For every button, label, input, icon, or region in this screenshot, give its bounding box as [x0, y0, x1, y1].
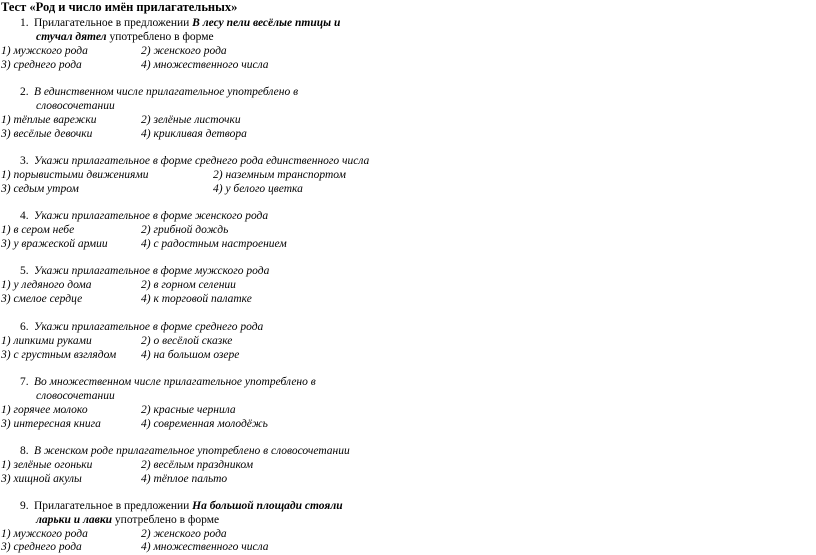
option-1[interactable]: 1) липкими руками	[1, 335, 92, 347]
option-1[interactable]: 1) порывистыми движениями	[1, 169, 149, 181]
option-3[interactable]: 3) хищной акулы	[1, 473, 82, 485]
question-number: 1.	[20, 17, 29, 29]
option-2[interactable]: 2) красные чернила	[141, 404, 236, 416]
option-2[interactable]: 2) о весёлой сказке	[141, 335, 233, 347]
question-text: Укажи прилагательное в форме среднего рода	[34, 321, 264, 333]
question-9-continuation	[36, 514, 219, 526]
question-sentence-end: ларьки и лавки	[36, 514, 113, 526]
option-2[interactable]: 2) грибной дождь	[141, 224, 229, 236]
question-8	[20, 445, 350, 457]
question-number: 5.	[20, 265, 29, 277]
question-number: 4.	[20, 210, 29, 222]
option-1[interactable]: 1) зелёные огоньки	[1, 459, 93, 471]
option-2[interactable]: 2) весёлым праздником	[141, 459, 254, 471]
option-4[interactable]: 4) множественного числа	[141, 59, 269, 71]
option-1[interactable]: 1) тёплые варежки	[1, 114, 97, 126]
option-3[interactable]: 3) весёлые девочки	[1, 128, 93, 140]
option-4[interactable]: 4) к торговой палатке	[141, 293, 252, 305]
option-4[interactable]: 4) у белого цветка	[213, 183, 303, 195]
option-3[interactable]: 3) интересная книга	[1, 418, 101, 430]
option-4[interactable]: 4) современная молодёжь	[141, 418, 268, 430]
question-sentence: На большой площади стояли	[192, 500, 343, 512]
option-4[interactable]: 4) тёплое пальто	[141, 473, 228, 485]
page-title: Тест «Род и число имён прилагательных»	[1, 0, 238, 14]
question-text-continuation: словосочетании	[36, 390, 115, 402]
option-4[interactable]: 4) на большом озере	[141, 349, 240, 361]
question-4	[20, 210, 268, 222]
option-1[interactable]: 1) мужского рода	[1, 528, 88, 540]
question-text: Во множественном числе прилагательное употреблено в	[34, 376, 316, 388]
question-number: 6.	[20, 321, 29, 333]
question-sentence: В лесу пели весёлые птицы и	[192, 17, 341, 29]
option-2[interactable]: 2) женского рода	[141, 45, 227, 57]
question-text: Укажи прилагательное в форме женского рода	[34, 210, 269, 222]
question-3	[20, 155, 369, 167]
question-1	[20, 17, 340, 29]
question-7	[20, 376, 316, 388]
option-2[interactable]: 2) женского рода	[141, 528, 227, 540]
option-3[interactable]: 3) седым утром	[1, 183, 79, 195]
question-number: 9.	[20, 500, 29, 512]
question-5	[20, 265, 269, 277]
question-text: В единственном числе прилагательное употреблено в	[34, 86, 299, 98]
question-number: 7.	[20, 376, 29, 388]
question-text: Укажи прилагательное в форме среднего рода единственного числа	[34, 155, 370, 167]
question-2	[20, 86, 298, 98]
option-3[interactable]: 3) среднего рода	[1, 541, 82, 553]
question-number: 2.	[20, 86, 29, 98]
question-text: Прилагательное в предложении	[34, 17, 193, 29]
option-2[interactable]: 2) наземным транспортом	[213, 169, 346, 181]
option-1[interactable]: 1) мужского рода	[1, 45, 88, 57]
question-text-end: употреблено в форме	[112, 514, 220, 526]
question-9	[20, 500, 343, 512]
option-4[interactable]: 4) крикливая детвора	[141, 128, 247, 140]
question-text: Прилагательное в предложении	[34, 500, 193, 512]
option-4[interactable]: 4) множественного числа	[141, 541, 269, 553]
option-3[interactable]: 3) смелое сердце	[1, 293, 83, 305]
question-number: 8.	[20, 445, 29, 457]
option-1[interactable]: 1) горячее молоко	[1, 404, 88, 416]
option-1[interactable]: 1) у ледяного дома	[1, 279, 92, 291]
option-2[interactable]: 2) зелёные листочки	[141, 114, 241, 126]
option-3[interactable]: 3) у вражеской армии	[1, 238, 108, 250]
question-6	[20, 321, 263, 333]
option-3[interactable]: 3) среднего рода	[1, 59, 82, 71]
option-4[interactable]: 4) с радостным настроением	[141, 238, 287, 250]
question-sentence-end: стучал дятел	[36, 31, 107, 43]
option-3[interactable]: 3) с грустным взглядом	[1, 349, 117, 361]
question-1-continuation	[36, 31, 214, 43]
option-1[interactable]: 1) в сером небе	[1, 224, 75, 236]
question-text: В женском роде прилагательное употреблено в словосочетании	[34, 445, 350, 457]
question-text-end: употреблено в форме	[106, 31, 214, 43]
question-text-continuation: словосочетании	[36, 100, 115, 112]
question-text: Укажи прилагательное в форме мужского рода	[34, 265, 270, 277]
question-number: 3.	[20, 155, 29, 167]
option-2[interactable]: 2) в горном селении	[141, 279, 236, 291]
